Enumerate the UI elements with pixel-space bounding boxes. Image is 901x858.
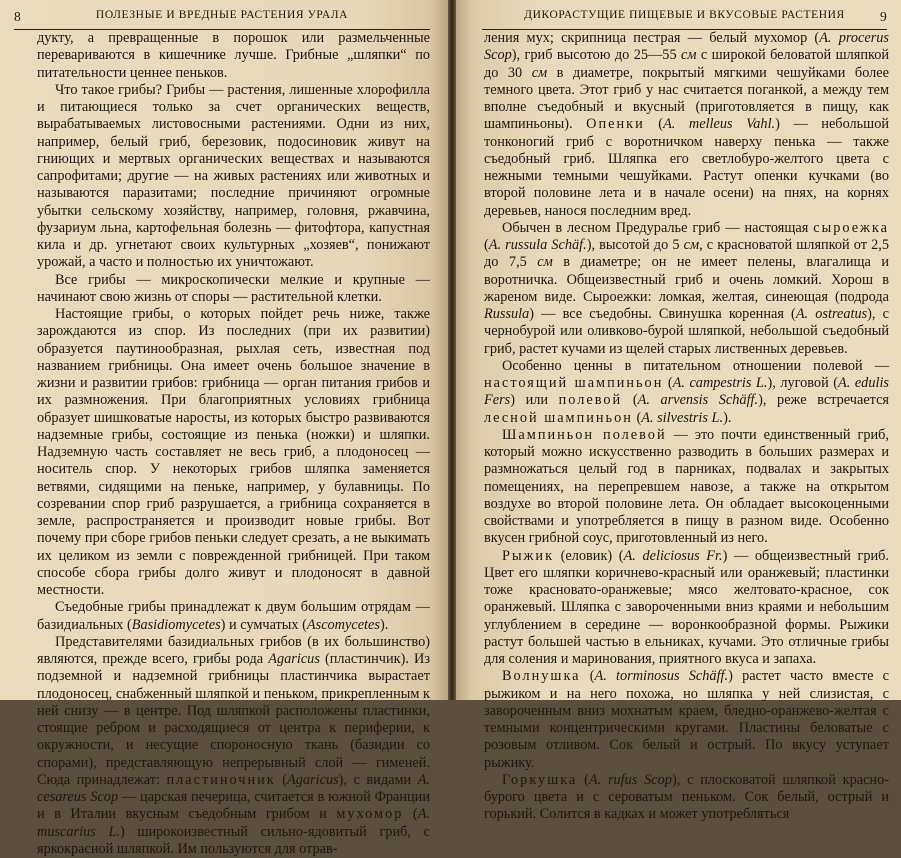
spaced-term: Горкушка <box>502 771 578 788</box>
page-number: 9 <box>879 9 887 24</box>
text-run: ). <box>379 616 389 633</box>
spaced-term: лесной шампиньон <box>484 409 633 426</box>
text-run: ) или <box>510 392 559 409</box>
text-run: — царская печерица, считается в южной Франции и в Италии вкусным съедобным грибом и <box>37 789 430 823</box>
latin-name: A. campestris L. <box>672 375 768 391</box>
paragraph <box>484 427 889 548</box>
text-run: ( <box>663 375 673 391</box>
paragraph <box>484 772 889 824</box>
left-page-body <box>37 30 430 858</box>
book-spine <box>448 0 456 700</box>
text-run: , с красноватой шляпкой от 2,5 до 7,5 <box>484 237 889 271</box>
paragraph <box>484 30 889 220</box>
right-page-body <box>484 30 889 824</box>
right-page <box>456 0 901 823</box>
latin-name: A. silvestris L. <box>641 409 724 426</box>
latin-name: см <box>537 254 553 271</box>
text-run: (еловик) ( <box>554 547 624 564</box>
latin-name: A. arvensis Schäff. <box>637 392 759 409</box>
text-run: ). <box>723 409 732 426</box>
paragraph <box>37 272 430 307</box>
text-run: ) и сумчатых ( <box>220 616 307 633</box>
latin-name: Russula <box>484 306 530 322</box>
paragraph <box>37 599 430 634</box>
latin-name: A. melleus Vahl. <box>663 116 776 133</box>
text-run: ), реже встречается <box>758 392 890 409</box>
latin-name: Ascomycetes <box>306 616 380 633</box>
spaced-term: Шампиньон полевой <box>502 426 667 443</box>
spaced-term: сыроежка <box>813 219 889 236</box>
text-run: в диаметре; он не имеет пелены, влагалища и воротничка. Общеизвестный гриб и очень ломкий. Хорош в жареном виде. Сыроежки: ломкая, желтая, синеющая (подрода <box>484 254 889 305</box>
text-run: ) — общеизвестный гриб. Цвет его шляпки коричнево-красный или оранжевый; пластинки тоже красновато-оранжевые; мясо желтовато-красное, сок оранжевый. Шляпка с завороченными вниз краями и небольшим углублением в середине — воронкообразной формы. Рыжики растут большей частью в ельниках, кучами. Это отличные грибы для соления и маринования, приятного вкуса и запаха. <box>484 547 889 667</box>
spaced-term: полевой <box>558 392 623 409</box>
spaced-term: Опенки <box>586 116 645 133</box>
latin-name: Agaricus <box>268 651 320 667</box>
latin-name: Basidiomycetes <box>131 616 221 633</box>
text-run: ), гриб высотою до 25—55 <box>511 47 682 64</box>
spaced-term: настоящий шампиньон <box>484 375 664 391</box>
text-run: Что такое грибы? Грибы — растения, лишенные хлорофилла и питающиеся только за счет органических веществ, вырабатываемых листовосными растениями. Одни из них, например, белый гриб, березовик, подосиновик живут на гниющих и мертвых органических веществах и называются сапрофитами; другие — на живых растениях или животных и называются паразитами; последние причиняют огромные убытки сельскому хозяйству, например, головня, ржавчина, фузариум льна, картофельная болезнь — фитофтора, капустная кила и др. угнетают своих культурных „хозяев“, понижают урожай, а часто и полностью их уничтожают. <box>37 81 430 271</box>
latin-name: A. cesareus Scop <box>37 771 430 805</box>
page-header <box>14 9 430 27</box>
latin-name: см <box>531 64 548 81</box>
paragraph <box>37 306 430 599</box>
latin-name: см <box>683 237 700 253</box>
running-title: ПОЛЕЗНЫЕ И ВРЕДНЫЕ РАСТЕНИЯ УРАЛА <box>95 9 349 21</box>
latin-name: A. ostreatus <box>795 306 868 322</box>
latin-name: A. procerus Scop <box>484 30 889 64</box>
latin-name: A. russula Schäf. <box>488 237 587 253</box>
text-run: ления мух; скрипница пестрая — белый мухомор ( <box>484 30 820 46</box>
text-run: Настоящие грибы, о которых пойдет речь ниже, также зарождаются из спор. Из последних (при их развитии) образуется паутинообразная, рыхлая сеть, известная под названием грибницы. Она имеет очень большое значение в жизни и развитии грибов: грибница — орган питания грибов и их размножения. При благоприятных условиях грибница образует шишковатые наросты, из которых быстро развиваются надземные грибы, состоящие из пенька (ножки) и шляпки. Надземную часть составляет не весь гриб, а плодоносец — носитель спор. У некоторых грибов шляпка заменяется ветвями, сидящими на пеньке, например, у булавницы. По созревании спор гриб разрушается, а грибница сохраняется в земле, распространяется и производит новые грибы. Вот почему при сборе грибов пеньки следует срезать, а не выкимать их целиком из земли с поврежденной грибницей. При таком способе сбора грибы долго живут и плодоносят в давной местности. <box>37 306 430 598</box>
latin-name: A. muscarius L. <box>37 806 430 840</box>
text-run: ( <box>403 806 418 823</box>
paragraph <box>484 548 889 669</box>
paragraph <box>484 358 889 427</box>
latin-name: A. edulis Fers <box>484 375 889 409</box>
text-run: ) — небольшой тонконогий гриб с воротничком наверху пенька — также съедобный гриб. Шляпка его светлобуро-желтого цвета с нежными темными чешуйками. Растут опенки кучками (во второй половине лета и в начале осени) на пнях, на корнях деревьев, нанося последним вред. <box>484 116 889 219</box>
text-run: Обычен в лесном Предуралье гриб — настоящая <box>502 219 814 236</box>
text-run: ), с плосковатой шляпкой красно-бурого цвета и с сероватым пеньком. Сок белый, острый и горький. Солится в кадках и может употребляться <box>484 771 889 823</box>
text-run: — это почти единственный гриб, который можно искусственно разводить в больших размерах и размножаться целый год в парниках, подвалах и закрытых помещениях, на перепревшем навозе, а также на открытом воздухе во второй половине лета. Он обладает высокоценными свойствами и употребляется в пищу в разном виде. Особенно вкусен грибной соус, приготовленный из него. <box>484 426 889 547</box>
text-run: в диаметре, покрытый мягкими чешуйками более темного цвета. Этот гриб у нас считается поганкой, а между тем вполне съедобный и вкусный (приготовляется в пищу, как шампиньоны). <box>484 64 889 133</box>
text-run: ), с чернобурой или оливково-бурой шляпкой, небольшой съедобный гриб, растет кучами из щелей старых лиственных деревьев. <box>484 306 889 357</box>
spaced-term: Рыжик <box>502 547 555 564</box>
paragraph <box>37 30 430 82</box>
spaced-term: мухомор <box>336 806 404 823</box>
running-title: ДИКОРАСТУЩИЕ ПИЩЕВЫЕ И ВКУСОВЫЕ РАСТЕНИЯ <box>524 9 845 21</box>
page-header <box>482 9 887 27</box>
paragraph <box>484 668 889 772</box>
text-run: ) — все съедобны. Свинушка коренная ( <box>529 306 796 322</box>
text-run: ( <box>484 237 489 253</box>
text-run: ( <box>580 668 595 685</box>
text-run: Представителями базидиальных грибов (в их большинство) являются, прежде всего, грибы рода <box>37 633 430 667</box>
text-run: ), луговой ( <box>767 375 838 391</box>
text-run: ( <box>644 116 664 133</box>
latin-name: A. deliciosus Fr. <box>623 547 723 564</box>
text-run: ) широкоизвестный сильно-ядовитый гриб, с яркокрасной шляпкой. Им пользуются для отрав- <box>37 823 430 857</box>
text-run: Съедобные грибы принадлежат к двум большим отрядам — базидиальных ( <box>37 599 430 633</box>
paragraph <box>484 220 889 358</box>
text-run: ( <box>622 392 638 409</box>
text-run: ( <box>632 409 642 426</box>
spaced-term: Волнушка <box>502 668 581 685</box>
paragraph <box>37 82 430 272</box>
spaced-term: пластиночник <box>166 771 276 788</box>
latin-name: см <box>681 47 697 64</box>
text-run: Особенно ценны в питательном отношении полевой — <box>502 357 889 374</box>
paragraph <box>37 634 430 858</box>
text-run: Все грибы — микроскопически мелкие и крупные — начинают свою жизнь от споры — растительной клетки. <box>37 271 430 305</box>
latin-name: Agaricus <box>287 771 339 788</box>
latin-name: A. rufus Scop <box>588 771 672 788</box>
left-page <box>0 0 448 857</box>
text-run: дукту, а превращенные в порошок или размельченные перевариваются в кишечнике лучше. Грибные „шляпки“ по питательности ценнее пеньков. <box>37 30 430 81</box>
text-run: ), с видами <box>338 771 418 788</box>
page-number: 8 <box>14 9 22 24</box>
latin-name: A. torminosus Schäff. <box>594 668 729 685</box>
text-run: ( <box>275 771 288 788</box>
text-run: ), высотой до 5 <box>586 237 684 253</box>
text-run: с широкой беловатой шляпкой до 30 <box>484 47 889 81</box>
text-run: ) растет часто вместе с рыжиком и на него похожа, но шляпка у ней слизистая, с завороченным вниз мохнатым краем, бледно-оранжево-желтая с темными концентрическими кругами. Пластины беловатые с розовым отливом. Сок белый и острый. По вкусу уступает рыжику. <box>484 668 889 771</box>
text-run: (пластинчик). Из подземной и надземной грибницы пластинчика вырастает плодоносец, снабженный шляпкой и пеньком, прикрепленным к ней снизу — в центре. Под шляпкой расположены пластинки, стоящие ребром и расходящиеся от центра к периферии, к окружности, и несущие спороносную ткань (базидии со спорами), представляющую непрерывный слой — гименей. Сюда принадлежат: <box>37 651 430 788</box>
text-run: ( <box>577 771 589 788</box>
